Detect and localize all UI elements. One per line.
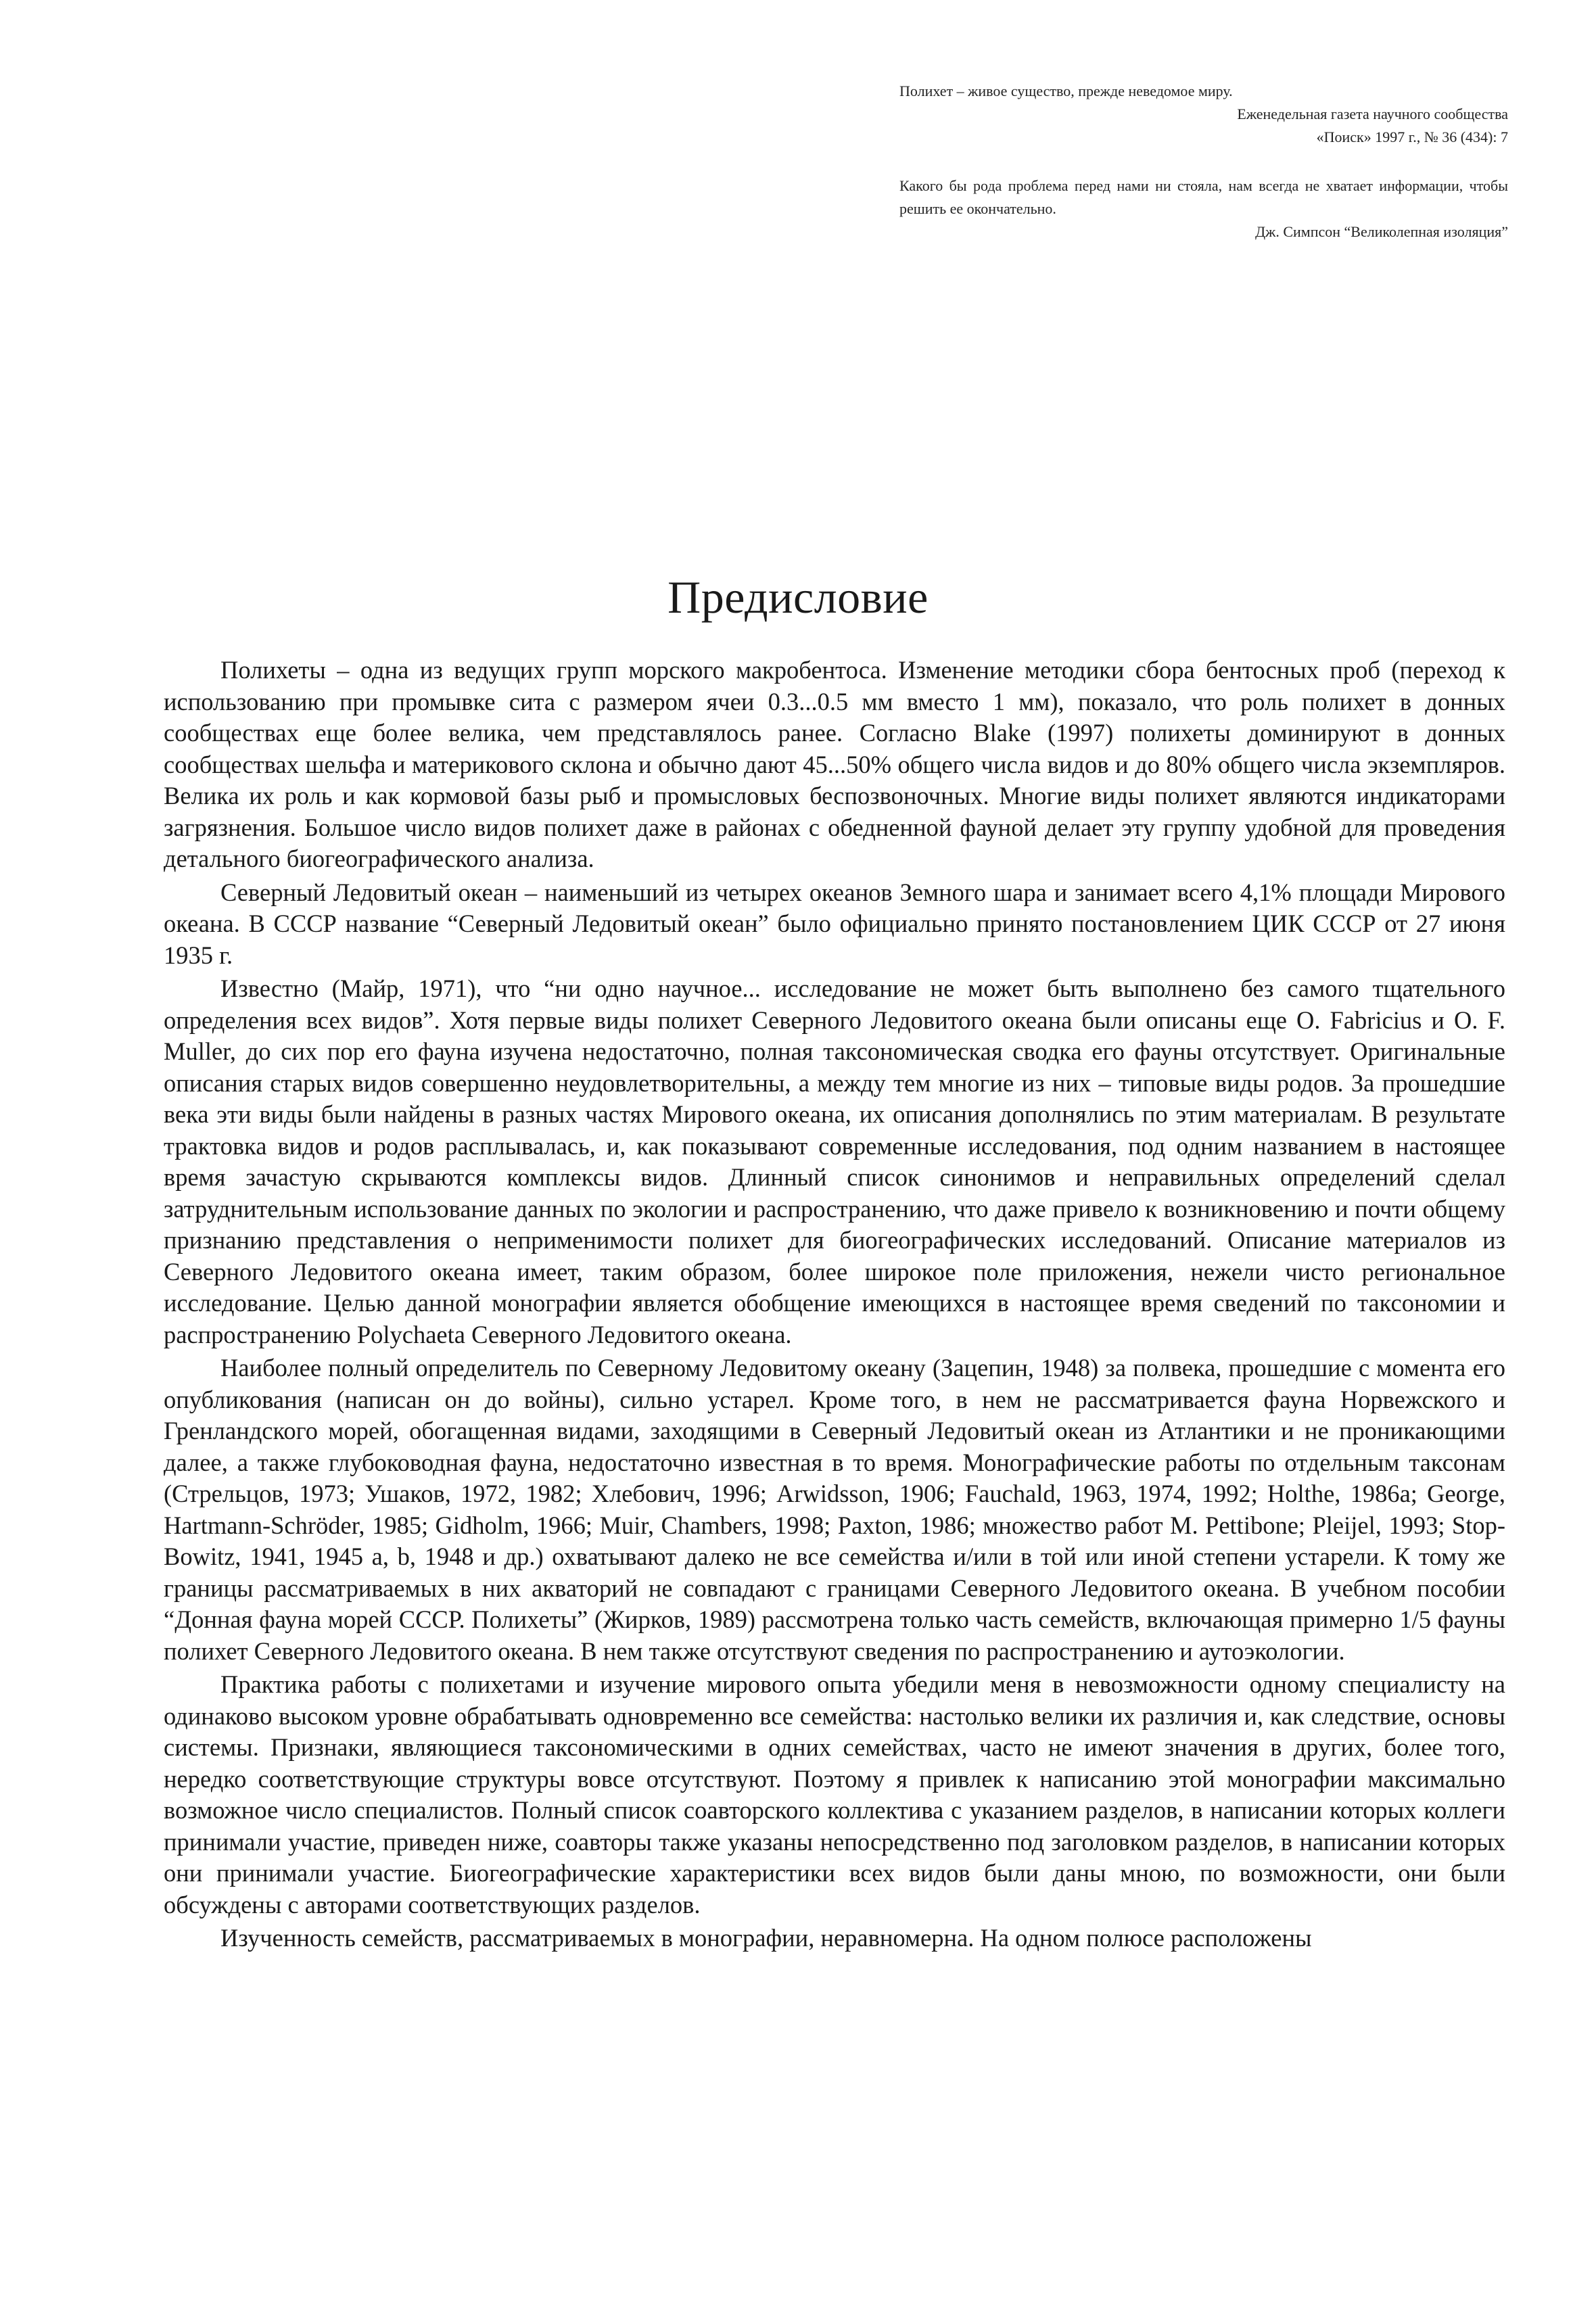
epigraph-simpson xyxy=(899,174,1508,243)
epigraph-quote: Полихет – живое существо, прежде неведомое миру. xyxy=(899,83,1233,99)
epigraph-source-line: Еженедельная газета научного сообщества xyxy=(1237,105,1508,122)
paragraph: Практика работы с полихетами и изучение мирового опыта убедили меня в невозможности одному специалисту на одинаково высоком уровне обрабатывать одновременно все семейства: настолько велики их различия и, как следствие, основы системы. Признаки, являющиеся таксономическими в одних семействах, часто не имеют значения в других, более того, нередко соответствующие структуры вовсе отсутствуют. Поэтому я привлек к написанию этой монографии максимально возможное число специалистов. Полный список соавторского коллектива с указанием разделов, в написании которых коллеги принимали участие, приведен ниже, соавторы также указаны непосредственно под заголовком разделов, в написании которых они принимали участие. Биогеографические характеристики всех видов были даны мною, по возможности, они были обсуждены с авторами соответствующих разделов. xyxy=(164,1670,1505,1919)
epigraph-source: Дж. Симпсон “Великолепная изоляция” xyxy=(1255,223,1508,240)
epigraph-quote: Какого бы рода проблема перед нами ни стояла, нам всегда не хватает информации, чтобы решить ее окончательно. xyxy=(899,177,1508,217)
body-text xyxy=(164,655,1505,1956)
paragraph: Известно (Майр, 1971), что “ни одно научное... исследование не может быть выполнено без самого тщательного определения всех видов”. Хотя первые виды полихет Северного Ледовитого океана были описаны еще O. Fabricius и O. F. Muller, до сих пор его фауна изучена недостаточно, полная таксономическая сводка его фауны отсутствует. Оригинальные описания старых видов совершенно неудовлетворительны, а между тем многие из них – типовые виды родов. За прошедшие века эти виды были найдены в разных частях Мирового океана, их описания дополнялись по этим материалам. В результате трактовка видов и родов расплывалась, и, как показывают современные исследования, под одним названием в настоящее время зачастую скрываются комплексы видов. Длинный список синонимов и неправильных определений сделал затруднительным использование данных по экологии и распространению, что даже привело к возникновению и почти общему признанию представления о неприменимости полихет для биогеографических исследований. Описание материалов из Северного Ледовитого океана имеет, таким образом, более широкое поле приложения, нежели чисто региональное исследование. Целью данной монографии является обобщение имеющихся в настоящее время сведений по таксономии и распространению Polychaeta Северного Ледовитого океана. xyxy=(164,974,1505,1348)
section-title: Предисловие xyxy=(667,571,929,623)
paragraph: Изученность семейств, рассматриваемых в монографии, неравномерна. На одном полюсе расположены xyxy=(220,1924,1312,1952)
epigraph-newspaper xyxy=(899,80,1508,149)
paragraph: Северный Ледовитый океан – наименьший из четырех океанов Земного шара и занимает всего 4,1% площади Мирового океана. В СССР название “Северный Ледовитый океан” было официально принято постановлением ЦИК СССР от 27 июня 1935 г. xyxy=(164,878,1505,969)
paragraph: Полихеты – одна из ведущих групп морского макробентоса. Изменение методики сбора бентосных проб (переход к использованию при промывке сита с размером ячеи 0.3...0.5 мм вместо 1 мм), показало, что роль полихет в донных сообществах еще более велика, чем представлялось ранее. Согласно Blake (1997) полихеты доминируют в донных сообществах шельфа и материкового склона и обычно дают 45...50% общего числа видов и до 80% общего числа экземпляров. Велика их роль и как кормовой базы рыб и промысловых беспозвоночных. Многие виды полихет являются индикаторами загрязнения. Большое число видов полихет даже в районах с обедненной фауной делает эту группу удобной для проведения детального биогеографического анализа. xyxy=(164,656,1505,872)
paragraph: Наиболее полный определитель по Северному Ледовитому океану (Зацепин, 1948) за полвека, прошедшие с момента его опубликования (написан он до войны), сильно устарел. Кроме того, в нем не рассматривается фауна Норвежского и Гренландского морей, обогащенная видами, заходящими в Северный Ледовитый океан из Атлантики и не проникающими далее, а также глубоководная фауна, недостаточно известная в то время. Монографические работы по отдельным таксонам (Стрельцов, 1973; Ушаков, 1972, 1982; Хлебович, 1996; Arwidsson, 1906; Fauchald, 1963, 1974, 1992; Holthe, 1986a; George, Hartmann-Schröder, 1985; Gidholm, 1966; Muir, Chambers, 1998; Paxton, 1986; множество работ M. Pettibone; Pleijel, 1993; Stop-Bowitz, 1941, 1945 a, b, 1948 и др.) охватывают далеко не все семейства и/или в той или иной степени устарели. К тому же границы рассматриваемых в них акваторий не совпадают с границами Северного Ледовитого океана. В учебном пособии “Донная фауна морей СССР. Полихеты” (Жирков, 1989) рассмотрена только часть семейств, включающая примерно 1/5 фауны полихет Северного Ледовитого океана. В нем также отсутствуют сведения по распространению и аутоэкологии. xyxy=(164,1354,1505,1665)
epigraph-source-citation: «Поиск» 1997 г., № 36 (434): 7 xyxy=(1316,128,1508,145)
